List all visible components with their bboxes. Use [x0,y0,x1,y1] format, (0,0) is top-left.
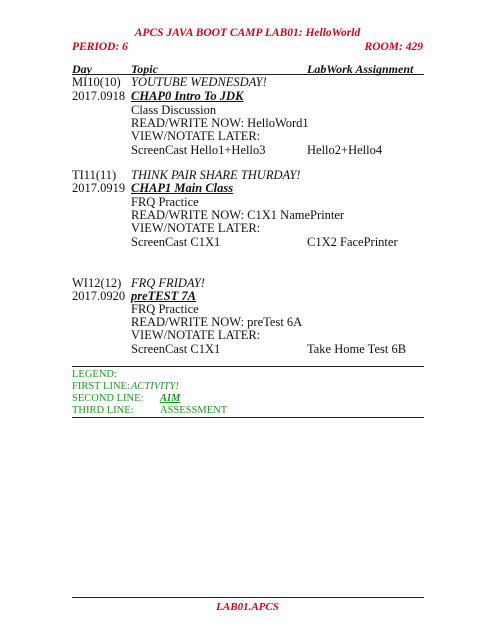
entry-activity: THINK PAIR SHARE THURDAY! [131,168,301,182]
footer-divider [72,597,424,598]
entry-day-code: MI10(10) [72,75,121,89]
column-header-day: Day [72,62,92,76]
legend-first-value: ACTIVITY! [131,381,179,392]
entry-line-6: ScreenCast C1X1 [131,342,221,356]
entry-line-3: FRQ Practice [131,195,199,209]
legend-third-value: ASSESSMENT [160,405,228,416]
entry-line-5: VIEW/NOTATE LATER: [131,221,261,235]
legend-bottom-divider [72,417,424,418]
entry-line-5: VIEW/NOTATE LATER: [131,129,261,143]
entry-assignment: C1X2 FacePrinter [307,235,398,249]
entry-line-6: ScreenCast C1X1 [131,235,221,249]
entry-line-5: VIEW/NOTATE LATER: [131,328,261,342]
entry-line-4: READ/WRITE NOW: HelloWord1 [131,116,309,130]
legend-top-divider [72,366,424,367]
entry-day-code: TI11(11) [72,168,117,182]
legend-first-label: FIRST LINE: [72,381,130,392]
column-header-labwork: LabWork Assignment [307,62,414,76]
legend-title: LEGEND: [72,369,117,380]
document-title: APCS JAVA BOOT CAMP LAB01: HelloWorld [134,27,361,39]
entry-date: 2017.0920 [72,289,126,303]
legend-second-label: SECOND LINE: [72,393,144,404]
entry-line-4: READ/WRITE NOW: C1X1 NamePrinter [131,208,345,222]
entry-line-3: Class Discussion [131,103,217,117]
legend-third-label: THIRD LINE: [72,405,134,416]
entry-date: 2017.0918 [72,89,126,103]
column-header-topic: Topic [131,62,158,76]
room-label: ROOM: 429 [364,41,423,53]
entry-assignment: Hello2+Hello4 [307,143,383,157]
entry-aim: preTEST 7A [131,289,196,303]
entry-line-6: ScreenCast Hello1+Hello3 [131,143,266,157]
entry-aim: CHAP1 Main Class [131,181,234,195]
entry-date: 2017.0919 [72,181,126,195]
entry-activity: FRQ FRIDAY! [131,276,205,290]
legend-second-value: AIM [160,393,181,404]
entry-day-code: WI12(12) [72,276,122,290]
entry-line-4: READ/WRITE NOW: preTest 6A [131,315,303,329]
period-label: PERIOD: 6 [72,41,128,53]
entry-activity: YOUTUBE WEDNESDAY! [131,75,267,89]
entry-assignment: Take Home Test 6B [307,342,407,356]
footer-label: LAB01.APCS [216,601,279,613]
entry-line-3: FRQ Practice [131,302,199,316]
entry-aim: CHAP0 Intro To JDK [131,89,244,103]
